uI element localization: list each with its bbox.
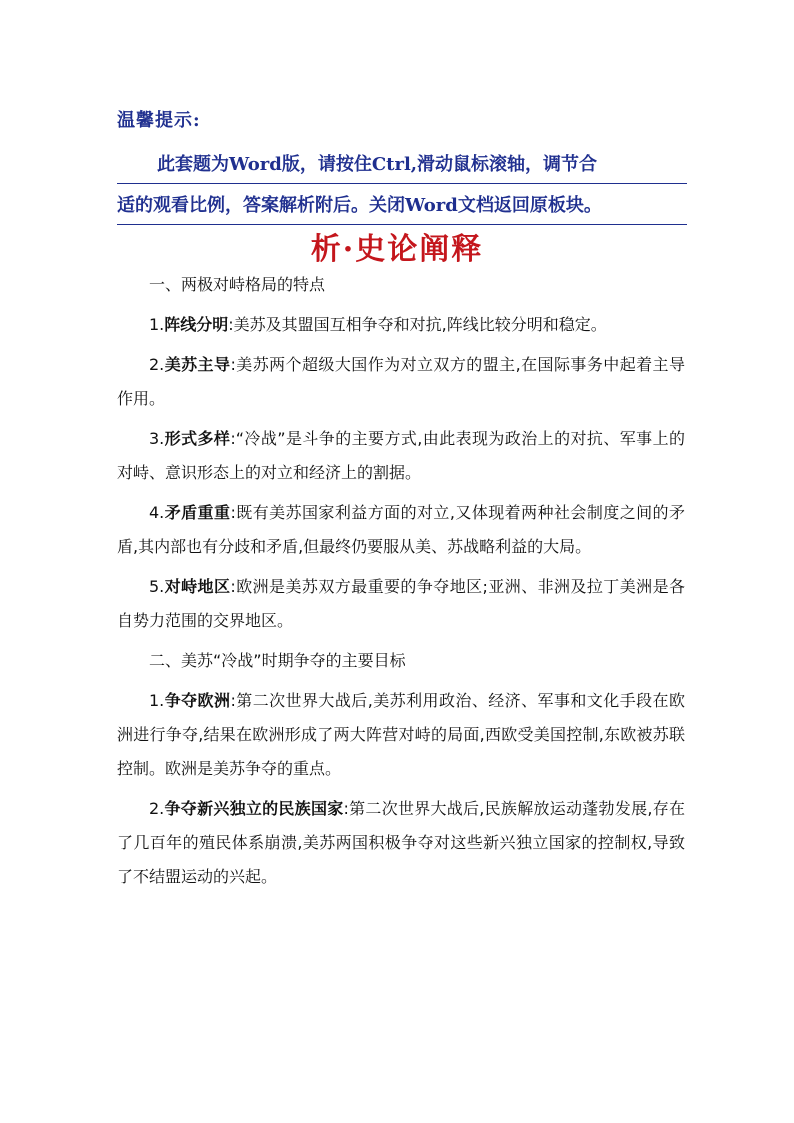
section-title: 析·史论阐释 (310, 232, 484, 267)
document-body (117, 268, 685, 900)
item-term: 对峙地区 (164, 577, 231, 596)
item-number: 3. (149, 429, 165, 448)
item-text: :既有美苏国家利益方面的对立,又体现着两种社会制度之间的矛盾,其内部也有分歧和矛盾,但最终仍要服从美、苏战略利益的大局。 (117, 503, 685, 556)
item-term: 争夺新兴独立的民族国家 (164, 799, 344, 818)
part1-item-1 (117, 308, 685, 342)
part1-heading: 一、两极对峙格局的特点 (149, 275, 326, 294)
tip-notice (117, 145, 687, 227)
item-term: 阵线分明 (164, 315, 229, 334)
item-text: :美苏及其盟国互相争夺和对抗,阵线比较分明和稳定。 (228, 315, 607, 334)
item-number: 2. (149, 355, 165, 374)
item-text: :欧洲是美苏双方最重要的争夺地区;亚洲、非洲及拉丁美洲是各自势力范围的交界地区。 (117, 577, 685, 630)
item-term: 美苏主导 (164, 355, 231, 374)
part1-item-2 (117, 348, 685, 416)
part2-heading: 二、美苏“冷战”时期争夺的主要目标 (149, 651, 406, 670)
part2-item-2 (117, 792, 685, 894)
item-term: 矛盾重重 (164, 503, 231, 522)
item-number: 4. (149, 503, 165, 522)
item-number: 1. (149, 315, 165, 334)
item-term: 争夺欧洲 (164, 691, 231, 710)
tip-title: 温馨提示: (117, 110, 201, 131)
part1-item-4 (117, 496, 685, 564)
tip-line-2: 适的观看比例，答案解析附后。关闭Word文档返回原板块。 (117, 186, 687, 225)
item-text: :美苏两个超级大国作为对立双方的盟主,在国际事务中起着主导作用。 (117, 355, 685, 408)
part2-item-1 (117, 684, 685, 786)
item-term: 形式多样 (164, 429, 231, 448)
item-text: :“冷战”是斗争的主要方式,由此表现为政治上的对抗、军事上的对峙、意识形态上的对立和经济上的割据。 (117, 429, 685, 482)
part1-item-3 (117, 422, 685, 490)
item-text: :第二次世界大战后,民族解放运动蓬勃发展,存在了几百年的殖民体系崩溃,美苏两国积极争夺对这些新兴独立国家的控制权,导致了不结盟运动的兴起。 (117, 799, 685, 886)
tip-line-1: 此套题为Word版，请按住Ctrl,滑动鼠标滚轴，调节合 (117, 145, 687, 184)
item-number: 2. (149, 799, 165, 818)
part1-item-5 (117, 570, 685, 638)
item-text: :第二次世界大战后,美苏利用政治、经济、军事和文化手段在欧洲进行争夺,结果在欧洲形成了两大阵营对峙的局面,西欧受美国控制,东欧被苏联控制。欧洲是美苏争夺的重点。 (117, 691, 685, 778)
item-number: 1. (149, 691, 165, 710)
item-number: 5. (149, 577, 165, 596)
